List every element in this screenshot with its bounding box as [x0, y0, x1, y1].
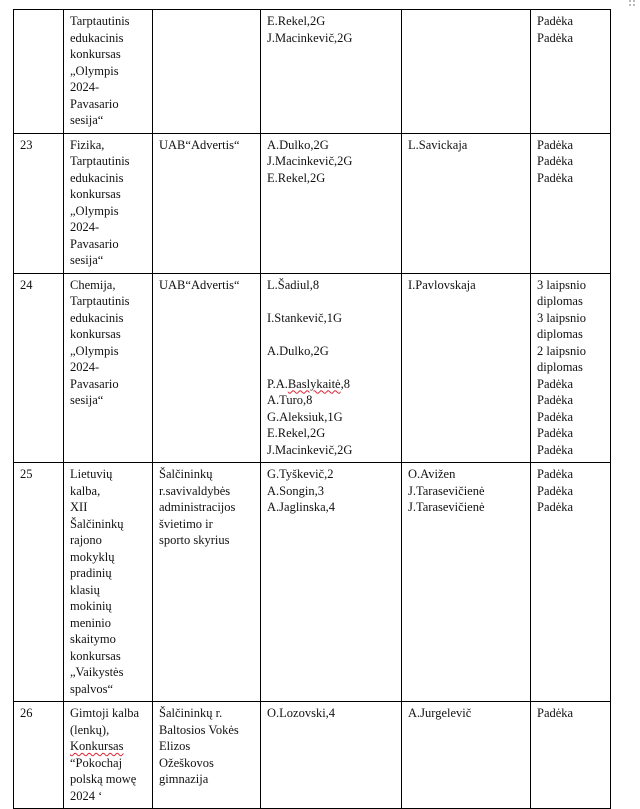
cell-line: E.Rekel,2G [267, 170, 326, 185]
subject-cell [64, 463, 153, 702]
table-row [14, 463, 611, 702]
number-cell [14, 10, 64, 134]
cell-line: rajono [70, 533, 102, 547]
cell-line: gimnazija [159, 772, 209, 786]
cell-line: Pavasario [70, 376, 119, 391]
result-cell [531, 133, 611, 273]
cell-line: 26 [20, 706, 33, 720]
blank-line [267, 359, 396, 376]
cell-line: J.Tarasevičienė [408, 500, 485, 514]
cell-line: Padėka [537, 706, 574, 720]
organizer-cell [153, 273, 261, 463]
cell-line: 23 [20, 137, 33, 152]
cell-line: J.Tarasevičienė [408, 483, 485, 498]
cell-line: 2024- [70, 360, 100, 374]
result-cell [531, 702, 611, 809]
corner-handle [629, 0, 638, 9]
cell-line: UAB“Advertis“ [159, 137, 240, 152]
cell-line: L.Savickaja [408, 137, 468, 152]
teacher-cell [402, 702, 531, 809]
table-row [14, 10, 611, 134]
organizer-cell [153, 463, 261, 702]
cell-line: švietimo ir [159, 516, 213, 531]
cell-line: Padėka [537, 154, 574, 168]
cell-line: sporto skyrius [159, 533, 230, 547]
cell-line: polską mowę [70, 772, 137, 786]
cell-line: mokinių [70, 599, 112, 613]
cell-line: skaitymo [70, 632, 116, 646]
cell-line: A.Jurgelevič [408, 706, 472, 720]
cell-line: I.Stankevič,1G [267, 310, 342, 325]
cell-line: konkursas [70, 47, 121, 61]
cell-line: P.A.Baslykaitė,8 [267, 376, 350, 391]
table-row [14, 273, 611, 463]
teacher-cell [402, 273, 531, 463]
cell-line: meninio [70, 615, 111, 630]
cell-line: r.savivaldybės [159, 483, 231, 498]
cell-line: edukacinis [70, 170, 124, 185]
number-cell [14, 463, 64, 702]
cell-line: Gimtoji kalba [70, 706, 140, 720]
cell-line: Chemija, [70, 277, 116, 292]
teacher-cell [402, 133, 531, 273]
students-cell [261, 702, 402, 809]
spellcheck-underline: Baslykaitė [287, 376, 341, 391]
students-cell [261, 10, 402, 134]
cell-line: 2 laipsnio [537, 343, 586, 358]
students-cell [261, 133, 402, 273]
subject-cell [64, 702, 153, 809]
cell-line: 2024- [70, 80, 100, 94]
organizer-cell [153, 702, 261, 809]
cell-line: J.Macinkevič,2G [267, 442, 353, 457]
cell-line: konkursas [70, 327, 121, 341]
cell-line: E.Rekel,2G [267, 426, 326, 440]
number-cell [14, 273, 64, 463]
result-cell [531, 10, 611, 134]
subject-cell [64, 10, 153, 134]
blank-line [267, 293, 396, 310]
cell-line: Tarptautinis [70, 14, 130, 28]
number-cell [14, 702, 64, 809]
cell-line: “Pokochaj [70, 755, 123, 770]
table-row [14, 702, 611, 809]
cell-line: Padėka [537, 14, 574, 28]
cell-line: A.Dulko,2G [267, 137, 329, 152]
cell-line: A.Dulko,2G [267, 343, 329, 358]
cell-line: „Vaikystės [70, 665, 124, 679]
cell-line: J.Macinkevič,2G [267, 30, 353, 45]
cell-line: Padėka [537, 170, 574, 185]
cell-line: Pavasario [70, 96, 119, 111]
subject-cell [64, 133, 153, 273]
cell-line: Padėka [537, 409, 574, 424]
cell-line: sesija“ [70, 253, 104, 267]
cell-line: 25 [20, 467, 33, 481]
cell-line: Padėka [537, 376, 574, 391]
cell-line: diplomas [537, 327, 583, 341]
cell-line: XII [70, 500, 88, 514]
number-cell [14, 133, 64, 273]
cell-line: J.Macinkevič,2G [267, 154, 353, 168]
organizer-cell [153, 10, 261, 134]
cell-line: administracijos [159, 500, 236, 514]
blank-line [267, 326, 396, 343]
cell-line: pradinių [70, 566, 112, 580]
cell-line: Tarptautinis [70, 154, 130, 168]
cell-line: konkursas [70, 648, 121, 663]
cell-line: I.Pavlovskaja [408, 277, 476, 292]
teacher-cell [402, 10, 531, 134]
result-cell [531, 463, 611, 702]
cell-line: O.Avižen [408, 467, 456, 481]
cell-line: Tarptautinis [70, 294, 130, 308]
cell-line: edukacinis [70, 310, 124, 325]
cell-line: spalvos“ [70, 681, 114, 696]
cell-line: O.Lozovski,4 [267, 706, 336, 720]
spellcheck-underline: Konkursas [70, 739, 124, 753]
cell-line: Elizos [159, 739, 191, 753]
cell-line: UAB“Advertis“ [159, 277, 240, 292]
table-body [14, 10, 611, 809]
cell-line: A.Turo,8 [267, 393, 313, 407]
cell-line: Padėka [537, 30, 574, 45]
cell-line [70, 738, 147, 755]
cell-line: kalba, [70, 483, 101, 498]
cell-line: G.Aleksiuk,1G [267, 409, 343, 424]
cell-line: Padėka [537, 442, 574, 457]
cell-line: Šalčininkų [70, 516, 124, 531]
cell-line: konkursas [70, 187, 121, 201]
subject-cell [64, 273, 153, 463]
cell-line: „Olympis [70, 343, 119, 358]
cell-line: A.Songin,3 [267, 483, 324, 498]
cell-line: Lietuvių [70, 467, 113, 481]
students-cell [261, 273, 402, 463]
teacher-cell [402, 463, 531, 702]
cell-line: Šalčininkų r. [159, 706, 223, 720]
cell-line: Padėka [537, 483, 574, 498]
cell-line: Padėka [537, 467, 574, 481]
cell-line: edukacinis [70, 30, 124, 45]
cell-line: 2024- [70, 220, 100, 234]
cell-line: A.Jaglinska,4 [267, 500, 336, 514]
cell-line: Pavasario [70, 236, 119, 251]
students-cell [261, 463, 402, 702]
table-row [14, 133, 611, 273]
cell-line: Padėka [537, 500, 574, 514]
cell-line: „Olympis [70, 63, 119, 78]
blank-line [20, 13, 58, 30]
cell-line: mokyklų [70, 549, 115, 564]
organizer-cell [153, 133, 261, 273]
cell-line: sesija“ [70, 393, 104, 407]
cell-line: diplomas [537, 360, 583, 374]
cell-line: Padėka [537, 426, 574, 440]
cell-line: Šalčininkų [159, 467, 213, 481]
results-table [13, 9, 611, 809]
cell-line: 3 laipsnio [537, 277, 586, 292]
cell-line: Fizika, [70, 137, 105, 152]
cell-line: sesija“ [70, 113, 104, 127]
cell-line: Padėka [537, 393, 574, 407]
cell-line: Ožeškovos [159, 755, 214, 770]
result-cell [531, 273, 611, 463]
cell-line: L.Šadiul,8 [267, 277, 320, 292]
cell-line: Baltosios Vokės [159, 722, 239, 737]
cell-line: E.Rekel,2G [267, 14, 326, 28]
cell-line: Padėka [537, 137, 574, 152]
cell-line: klasių [70, 582, 100, 597]
cell-line: (lenkų), [70, 722, 110, 737]
cell-line: 2024 ‘ [70, 788, 103, 803]
cell-line: „Olympis [70, 203, 119, 218]
cell-line: G.Tyškevič,2 [267, 467, 334, 481]
cell-line: 3 laipsnio [537, 310, 586, 325]
cell-line: 24 [20, 277, 33, 292]
cell-line: diplomas [537, 294, 583, 308]
